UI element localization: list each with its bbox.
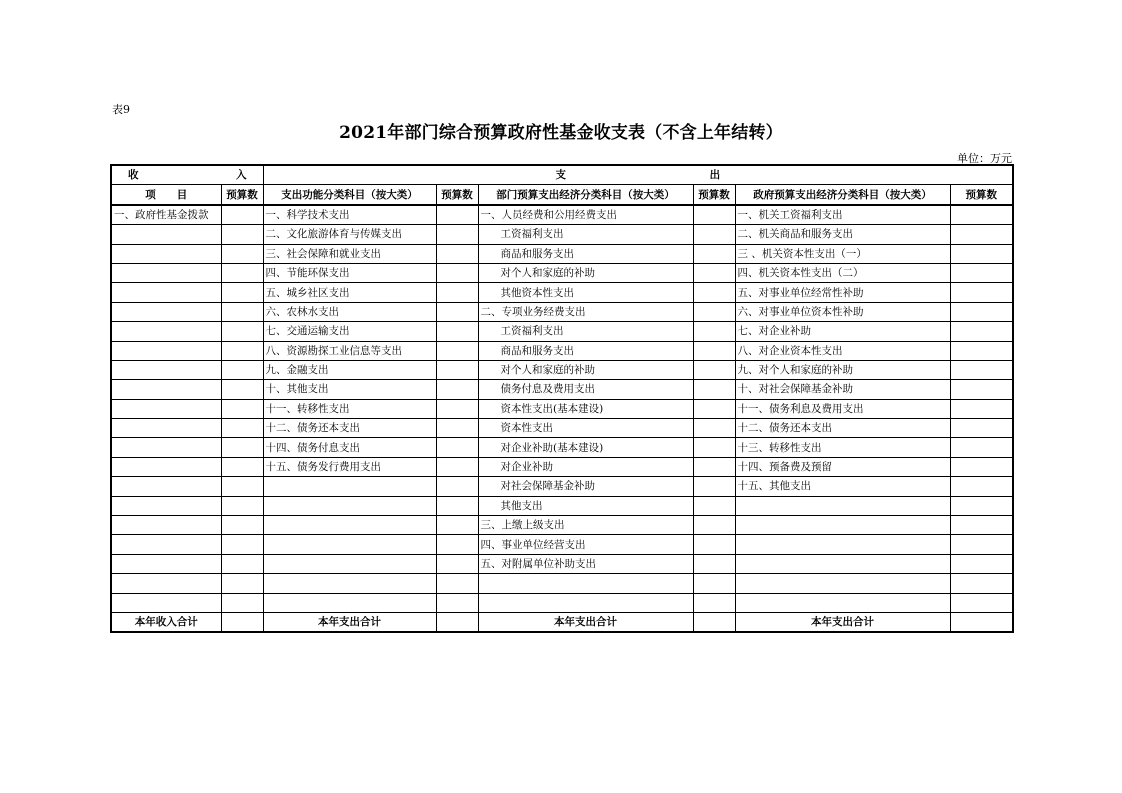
func-budget-cell [436, 225, 478, 244]
dept-budget-cell [693, 496, 735, 515]
func-budget-cell [436, 399, 478, 418]
gov-item-cell: 十三、转移性支出 [735, 438, 950, 457]
gov-total-value [950, 612, 1013, 632]
gov-budget-cell [950, 554, 1013, 573]
gov-budget-cell [950, 322, 1013, 341]
dept-budget-cell [693, 477, 735, 496]
dept-budget-cell [693, 593, 735, 612]
gov-item-cell [735, 554, 950, 573]
table-row [111, 302, 1013, 321]
dept-item-cell: 工资福利支出 [478, 225, 693, 244]
gov-budget-cell [950, 457, 1013, 476]
gov-budget-cell [950, 263, 1013, 282]
dept-item-cell [478, 574, 693, 593]
func-budget-cell [436, 516, 478, 535]
income-item-cell [111, 283, 221, 302]
income-item-cell [111, 438, 221, 457]
table-row [111, 341, 1013, 360]
col-income-budget: 预算数 [221, 185, 263, 205]
income-budget-cell [221, 535, 263, 554]
table-row [111, 283, 1013, 302]
income-item-cell [111, 593, 221, 612]
func-budget-cell [436, 535, 478, 554]
expense-header-char-2: 出 [709, 169, 721, 182]
func-item-cell: 六、农林水支出 [263, 302, 436, 321]
income-item-cell [111, 244, 221, 263]
gov-budget-cell [950, 399, 1013, 418]
income-total-label: 本年收入合计 [111, 612, 221, 632]
gov-budget-cell [950, 341, 1013, 360]
income-budget-cell [221, 360, 263, 379]
expense-group-header [263, 165, 1013, 185]
func-item-cell: 十五、债务发行费用支出 [263, 457, 436, 476]
func-budget-cell [436, 457, 478, 476]
income-item-cell [111, 477, 221, 496]
income-item-cell [111, 457, 221, 476]
col-gov-budget: 预算数 [950, 185, 1013, 205]
table-row [111, 225, 1013, 244]
func-budget-cell [436, 302, 478, 321]
income-item-cell [111, 535, 221, 554]
func-item-cell: 三、社会保障和就业支出 [263, 244, 436, 263]
gov-item-cell [735, 516, 950, 535]
dept-budget-cell [693, 535, 735, 554]
page-title: 2021年部门综合预算政府性基金收支表（不含上年结转） [339, 123, 783, 143]
gov-item-cell: 八、对企业资本性支出 [735, 341, 950, 360]
income-budget-cell [221, 477, 263, 496]
table-row [111, 360, 1013, 379]
income-budget-cell [221, 419, 263, 438]
gov-budget-cell [950, 244, 1013, 263]
table-row [111, 535, 1013, 554]
income-budget-cell [221, 283, 263, 302]
func-budget-cell [436, 419, 478, 438]
dept-budget-cell [693, 341, 735, 360]
dept-budget-cell [693, 302, 735, 321]
gov-budget-cell [950, 419, 1013, 438]
gov-item-cell: 一、机关工资福利支出 [735, 205, 950, 225]
func-item-cell: 八、资源勘探工业信息等支出 [263, 341, 436, 360]
func-budget-cell [436, 360, 478, 379]
dept-item-cell: 其他资本性支出 [478, 283, 693, 302]
income-budget-cell [221, 302, 263, 321]
func-budget-cell [436, 438, 478, 457]
dept-item-cell: 三、上缴上级支出 [478, 516, 693, 535]
dept-item-cell: 一、人员经费和公用经费支出 [478, 205, 693, 225]
func-budget-cell [436, 322, 478, 341]
income-item-cell [111, 341, 221, 360]
table-row [111, 477, 1013, 496]
gov-item-cell: 二、机关商品和服务支出 [735, 225, 950, 244]
income-group-header [111, 165, 263, 185]
income-item-cell [111, 399, 221, 418]
gov-budget-cell [950, 496, 1013, 515]
func-item-cell: 七、交通运输支出 [263, 322, 436, 341]
table-row [111, 438, 1013, 457]
col-func-budget: 预算数 [436, 185, 478, 205]
dept-budget-cell [693, 322, 735, 341]
gov-budget-cell [950, 438, 1013, 457]
dept-item-cell: 对个人和家庭的补助 [478, 360, 693, 379]
gov-item-cell: 十二、债务还本支出 [735, 419, 950, 438]
dept-item-cell [478, 593, 693, 612]
gov-budget-cell [950, 516, 1013, 535]
func-budget-cell [436, 283, 478, 302]
income-item-cell [111, 554, 221, 573]
gov-budget-cell [950, 360, 1013, 379]
income-item-cell [111, 380, 221, 399]
gov-item-cell: 十四、预备费及预留 [735, 457, 950, 476]
func-item-cell [263, 593, 436, 612]
dept-item-cell: 对社会保障基金补助 [478, 477, 693, 496]
income-item-cell [111, 419, 221, 438]
func-item-cell [263, 554, 436, 573]
income-budget-cell [221, 574, 263, 593]
func-budget-cell [436, 341, 478, 360]
dept-item-cell: 商品和服务支出 [478, 244, 693, 263]
func-budget-cell [436, 593, 478, 612]
gov-item-cell: 七、对企业补助 [735, 322, 950, 341]
dept-item-cell: 商品和服务支出 [478, 341, 693, 360]
dept-item-cell: 对个人和家庭的补助 [478, 263, 693, 282]
table-row [111, 244, 1013, 263]
income-budget-cell [221, 457, 263, 476]
table-row [111, 399, 1013, 418]
income-budget-cell [221, 399, 263, 418]
func-total-label: 本年支出合计 [263, 612, 436, 632]
col-gov-econ: 政府预算支出经济分类科目（按大类） [735, 185, 950, 205]
income-budget-cell [221, 341, 263, 360]
dept-budget-cell [693, 225, 735, 244]
income-item-cell [111, 263, 221, 282]
dept-budget-cell [693, 438, 735, 457]
gov-budget-cell [950, 205, 1013, 225]
table-row [111, 593, 1013, 612]
income-item-cell [111, 322, 221, 341]
dept-total-value [693, 612, 735, 632]
gov-item-cell: 六、对事业单位资本性补助 [735, 302, 950, 321]
dept-budget-cell [693, 244, 735, 263]
table-number: 表9 [112, 103, 130, 116]
func-item-cell: 十四、债务付息支出 [263, 438, 436, 457]
func-item-cell: 十二、债务还本支出 [263, 419, 436, 438]
income-budget-cell [221, 438, 263, 457]
dept-budget-cell [693, 554, 735, 573]
dept-budget-cell [693, 574, 735, 593]
gov-budget-cell [950, 593, 1013, 612]
col-item: 项 目 [111, 185, 221, 205]
func-item-cell: 二、文化旅游体育与传媒支出 [263, 225, 436, 244]
gov-item-cell: 十五、其他支出 [735, 477, 950, 496]
table-row [111, 554, 1013, 573]
budget-table [110, 164, 1014, 633]
dept-item-cell: 对企业补助(基本建设) [478, 438, 693, 457]
income-header-char-1: 收 [128, 169, 139, 182]
gov-total-label: 本年支出合计 [735, 612, 950, 632]
income-budget-cell [221, 225, 263, 244]
income-total-value [221, 612, 263, 632]
gov-item-cell [735, 535, 950, 554]
income-budget-cell [221, 554, 263, 573]
dept-budget-cell [693, 516, 735, 535]
dept-item-cell: 债务付息及费用支出 [478, 380, 693, 399]
dept-budget-cell [693, 283, 735, 302]
table-row [111, 322, 1013, 341]
func-budget-cell [436, 477, 478, 496]
func-budget-cell [436, 554, 478, 573]
expense-header-char-1: 支 [555, 169, 566, 182]
income-item-cell [111, 302, 221, 321]
gov-budget-cell [950, 380, 1013, 399]
income-item-cell [111, 496, 221, 515]
income-budget-cell [221, 380, 263, 399]
gov-budget-cell [950, 283, 1013, 302]
table-row [111, 263, 1013, 282]
group-header-row [111, 165, 1013, 185]
unit-label: 单位：万元 [957, 152, 1012, 165]
func-item-cell: 十一、转移性支出 [263, 399, 436, 418]
dept-budget-cell [693, 380, 735, 399]
col-dept-budget: 预算数 [693, 185, 735, 205]
col-dept-econ: 部门预算支出经济分类科目（按大类） [478, 185, 693, 205]
func-item-cell [263, 496, 436, 515]
gov-budget-cell [950, 225, 1013, 244]
gov-item-cell [735, 593, 950, 612]
table-row [111, 205, 1013, 225]
gov-budget-cell [950, 535, 1013, 554]
func-budget-cell [436, 496, 478, 515]
func-item-cell: 五、城乡社区支出 [263, 283, 436, 302]
func-item-cell: 十、其他支出 [263, 380, 436, 399]
gov-budget-cell [950, 302, 1013, 321]
gov-budget-cell [950, 477, 1013, 496]
income-budget-cell [221, 322, 263, 341]
income-item-cell [111, 516, 221, 535]
func-item-cell: 九、金融支出 [263, 360, 436, 379]
func-budget-cell [436, 205, 478, 225]
totals-row [111, 612, 1013, 632]
table-row [111, 419, 1013, 438]
income-budget-cell [221, 205, 263, 225]
gov-item-cell: 十一、债务利息及费用支出 [735, 399, 950, 418]
func-item-cell: 四、节能环保支出 [263, 263, 436, 282]
column-header-row [111, 185, 1013, 205]
func-item-cell [263, 477, 436, 496]
gov-item-cell: 五、对事业单位经常性补助 [735, 283, 950, 302]
income-header-char-2: 入 [236, 169, 247, 182]
gov-item-cell: 四、机关资本性支出（二） [735, 263, 950, 282]
gov-budget-cell [950, 574, 1013, 593]
table-row [111, 496, 1013, 515]
dept-item-cell: 资本性支出 [478, 419, 693, 438]
gov-item-cell: 十、对社会保障基金补助 [735, 380, 950, 399]
func-item-cell [263, 516, 436, 535]
func-budget-cell [436, 263, 478, 282]
table-row [111, 457, 1013, 476]
dept-budget-cell [693, 360, 735, 379]
func-item-cell [263, 574, 436, 593]
func-item-cell: 一、科学技术支出 [263, 205, 436, 225]
dept-item-cell: 工资福利支出 [478, 322, 693, 341]
income-budget-cell [221, 593, 263, 612]
income-item-cell: 一、政府性基金拨款 [111, 205, 221, 225]
func-budget-cell [436, 244, 478, 263]
func-budget-cell [436, 380, 478, 399]
dept-budget-cell [693, 457, 735, 476]
dept-total-label: 本年支出合计 [478, 612, 693, 632]
income-budget-cell [221, 263, 263, 282]
income-budget-cell [221, 244, 263, 263]
gov-item-cell [735, 496, 950, 515]
gov-item-cell [735, 574, 950, 593]
dept-budget-cell [693, 205, 735, 225]
func-total-value [436, 612, 478, 632]
gov-item-cell: 九、对个人和家庭的补助 [735, 360, 950, 379]
income-item-cell [111, 360, 221, 379]
income-budget-cell [221, 496, 263, 515]
func-budget-cell [436, 574, 478, 593]
income-budget-cell [221, 516, 263, 535]
dept-item-cell: 五、对附属单位补助支出 [478, 554, 693, 573]
table-row [111, 574, 1013, 593]
dept-budget-cell [693, 399, 735, 418]
dept-item-cell: 资本性支出(基本建设) [478, 399, 693, 418]
dept-item-cell: 其他支出 [478, 496, 693, 515]
dept-budget-cell [693, 263, 735, 282]
gov-item-cell: 三 、机关资本性支出（一） [735, 244, 950, 263]
table-row [111, 380, 1013, 399]
income-item-cell [111, 225, 221, 244]
dept-item-cell: 二、专项业务经费支出 [478, 302, 693, 321]
income-item-cell [111, 574, 221, 593]
dept-budget-cell [693, 419, 735, 438]
func-item-cell [263, 535, 436, 554]
table-row [111, 516, 1013, 535]
col-func: 支出功能分类科目（按大类） [263, 185, 436, 205]
dept-item-cell: 对企业补助 [478, 457, 693, 476]
dept-item-cell: 四、事业单位经营支出 [478, 535, 693, 554]
